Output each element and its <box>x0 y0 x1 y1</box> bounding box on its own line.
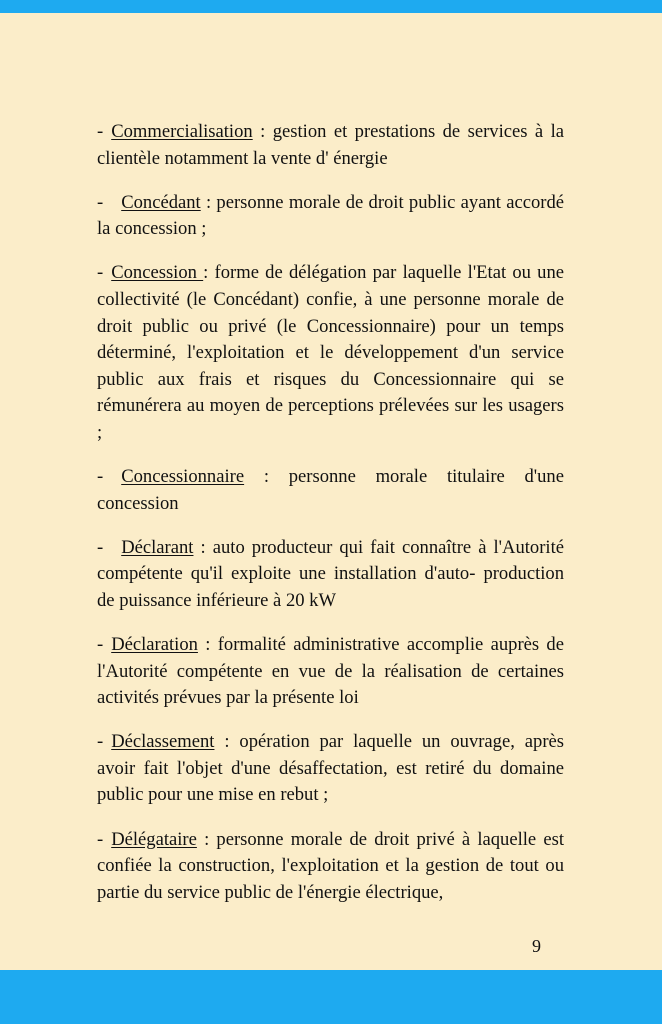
glossary-list <box>97 119 564 924</box>
entry-dash: - <box>97 828 104 850</box>
page-number: 9 <box>532 936 541 956</box>
entry-definition: : personne morale de droit public ayant accordé la concession ; <box>97 191 564 240</box>
glossary-entry-concession <box>97 260 564 446</box>
entry-term: Concessionnaire <box>121 466 245 488</box>
entry-term: Concession <box>111 262 204 284</box>
entry-dash: - <box>97 191 104 213</box>
entry-dash: - <box>97 731 104 753</box>
entry-definition: : personne morale titulaire d'une concession <box>97 466 564 514</box>
glossary-entry-commercialisation <box>97 119 564 172</box>
glossary-entry-concessionnaire <box>97 464 564 517</box>
entry-term: Déclarant <box>121 536 194 558</box>
entry-definition: : opération par laquelle un ouvrage, après avoir fait l'objet d'une désaffectation, est retiré du domaine public pour une mise en rebut ; <box>97 731 564 806</box>
glossary-entry-declaration <box>97 632 564 712</box>
entry-definition: : gestion et prestations de services à la clientèle notamment la vente d' énergie <box>97 121 564 169</box>
entry-definition: : auto producteur qui fait connaître à l'Autorité compétente qu'il exploite une installation d'auto- production de puissance inférieure à 20 kW <box>97 536 564 611</box>
entry-dash: - <box>97 262 104 284</box>
glossary-entry-declarant <box>97 535 564 615</box>
entry-term: Déclassement <box>111 731 215 753</box>
entry-definition: : personne morale de droit privé à laquelle est confiée la construction, l'exploitation et la gestion de tout ou partie du service public de l'énergie électrique, <box>97 828 564 903</box>
entry-definition: : forme de délégation par laquelle l'Etat ou une collectivité (le Concédant) confie, à une personne morale de droit public ou privé (le Concessionnaire) pour un temps déterminé, l'exploitation et le développement d'un service public aux frais et risques du Concessionnaire qui se rémunérera au moyen de perceptions prélevées sur les usagers ; <box>97 262 565 443</box>
entry-term: Commercialisation <box>111 121 253 142</box>
entry-definition: : formalité administrative accomplie auprès de l'Autorité compétente en vue de la réalisation de certaines activités prévues par la présente loi <box>97 634 564 709</box>
entry-dash: - <box>97 536 104 558</box>
glossary-entry-declassement <box>97 729 564 809</box>
entry-term: Concédant <box>121 191 201 213</box>
glossary-entry-concedant <box>97 190 564 243</box>
glossary-entry-delegataire <box>97 827 564 907</box>
bottom-color-band <box>0 970 662 1024</box>
entry-term: Délégataire <box>111 828 197 850</box>
entry-term: Déclaration <box>111 634 198 655</box>
entry-dash: - <box>97 466 104 488</box>
top-color-band <box>0 0 662 13</box>
entry-dash: - <box>97 121 104 142</box>
entry-dash: - <box>97 634 104 655</box>
